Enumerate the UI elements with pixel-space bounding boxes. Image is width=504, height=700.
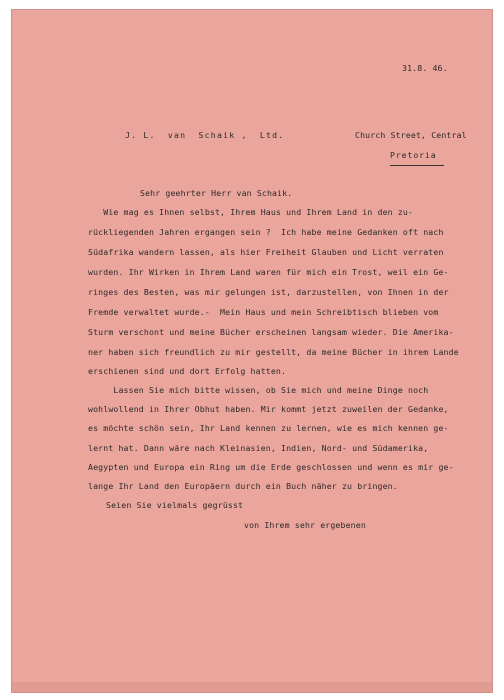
closing-greeting: Seien Sie vielmals gegrüsst (106, 500, 244, 510)
body-line: ner haben sich freundlich zu mir gestellt, da meine Bücher in ihrem Lande (88, 347, 459, 357)
body-line: wurden. Ihr Wirken in Ihrem Land waren für mich ein Trost, weil ein Ge- (88, 267, 449, 277)
salutation: Sehr geehrter Herr van Schaik. (140, 188, 293, 198)
recipient-name: J. L. van Schaik , Ltd. (125, 130, 285, 140)
body-line: ringes des Besten, was mir gelungen ist, darzustellen, von Ihnen in der (88, 287, 449, 297)
body-line: Wie mag es Ihnen selbst, Ihrem Haus und Ihrem Land in den zu- (88, 207, 414, 217)
letter-date: 31.8. 46. (402, 63, 448, 73)
body-line: wohlwollend in Ihrer Obhut haben. Mir kommt jetzt zuweilen der Gedanke, (88, 404, 449, 414)
recipient-address-street: Church Street, Central (355, 130, 467, 140)
body-line: lange Ihr Land den Europäern durch ein Buch näher zu bringen. (88, 481, 398, 491)
body-line: erschienen sind und dort Erfolg hatten. (88, 366, 287, 376)
body-line: Lassen Sie mich bitte wissen, ob Sie mich und meine Dinge noch (88, 385, 429, 395)
body-line: Aegypten und Europa ein Ring um die Erde geschlossen und wenn es mir ge- (88, 462, 454, 472)
signoff: von Ihrem sehr ergebenen (244, 520, 366, 530)
body-line: Südafrika wandern lassen, als hier Freiheit Glauben und Licht verraten (88, 247, 444, 257)
recipient-address-city: Pretoria (390, 150, 437, 160)
body-line: es möchte schön sein, Ihr Land kennen zu lernen, wie es mich kennen ge- (88, 423, 449, 433)
body-line: lernt hat. Dann wäre nach Kleinasien, Indien, Nord- und Südamerika, (88, 443, 429, 453)
body-line: Fremde verwaltet wurde.- Mein Haus und mein Schreibtisch blieben vom (88, 307, 439, 317)
address-underline (390, 165, 444, 166)
body-line: Sturm verschont und meine Bücher erscheinen langsam wieder. Die Amerika- (88, 327, 454, 337)
body-line: rückliegenden Jahren ergangen sein ? Ich habe meine Gedanken oft nach (88, 227, 444, 237)
